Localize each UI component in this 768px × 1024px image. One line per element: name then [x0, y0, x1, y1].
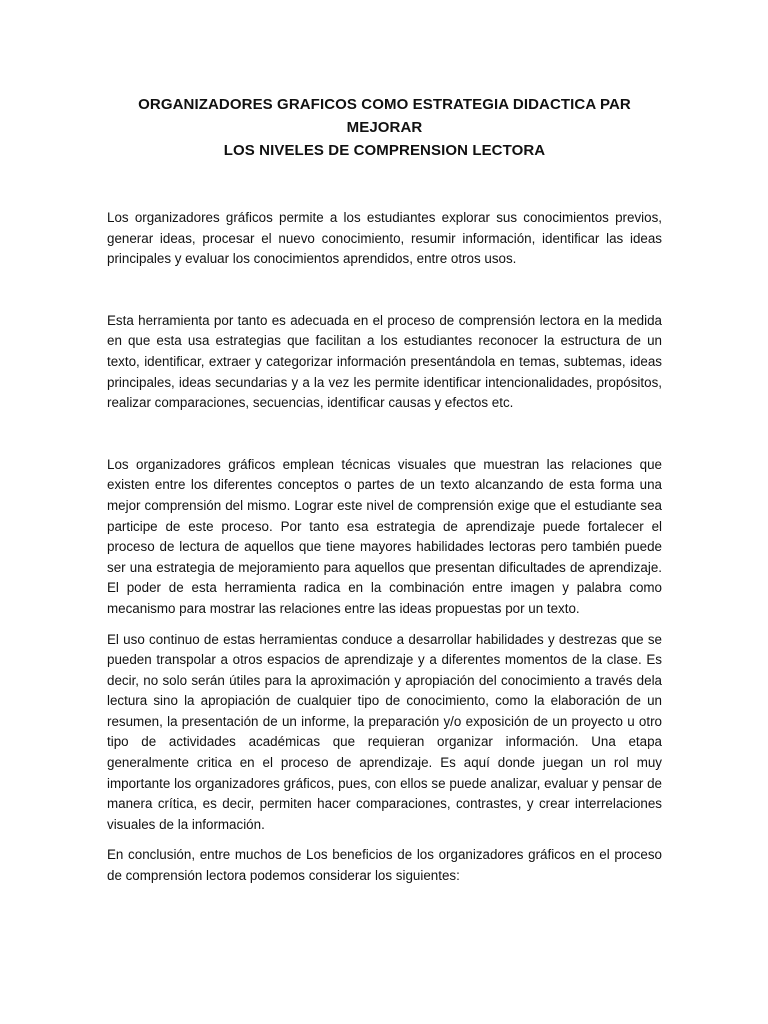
paragraph-continuous-use: El uso continuo de estas herramientas conduce a desarrollar habilidades y destrezas que se pueden transpolar a otros espacios de aprendizaje y a diferentes momentos de la clase. Es decir, no solo serán útiles para la aproximación y apropiación del conocimiento a través dela lectura sino la apropiación de cualquier tipo de conocimiento, como la elaboración de un resumen, la presentación de un informe, la preparación y/o exposición de un proyecto u otro tipo de actividades académicas que requieran organizar información. Una etapa generalmente critica en el proceso de aprendizaje. Es aquí donde juegan un rol muy importante los organizadores gráficos, pues, con ellos se puede analizar, evaluar y pensar de manera crítica, es decir, permiten hacer comparaciones, contrastes, y crear interrelaciones visuales de la información.: [107, 631, 662, 832]
title-line-1: ORGANIZADORES GRAFICOS COMO ESTRATEGIA DIDACTICA PAR MEJORAR: [138, 96, 631, 136]
paragraph-visual-techniques: Los organizadores gráficos emplean técnicas visuales que muestran las relaciones que existen entre los diferentes conceptos o partes de un texto alcanzando de esta forma una mejor comprensión del mismo. Lograr este nivel de comprensión exige que el estudiante sea participe de este proceso. Por tanto esa estrategia de aprendizaje puede fortalecer el proceso de lectura de aquellos que tiene mayores habilidades lectoras pero también puede ser una estrategia de mejoramiento para aquellos que presentan dificultades de aprendizaje. El poder de esta herramienta radica en la combinación entre imagen y palabra como mecanismo para mostrar las relaciones entre las ideas propuestas por un texto.: [107, 456, 662, 616]
document-title: [107, 93, 662, 162]
title-line-2: LOS NIVELES DE COMPRENSION LECTORA: [223, 142, 546, 159]
paragraph-intro: Los organizadores gráficos permite a los estudiantes explorar sus conocimientos previos, generar ideas, procesar el nuevo conocimiento, resumir información, identificar las ideas principales y evaluar los conocimientos aprendidos, entre otros usos.: [107, 210, 662, 267]
paragraph-conclusion: En conclusión, entre muchos de Los beneficios de los organizadores gráficos en el proceso de comprensión lectora podemos considerar los siguientes:: [107, 847, 662, 884]
paragraph-tool-adequacy: Esta herramienta por tanto es adecuada en el proceso de comprensión lectora en la medida en que esta usa estrategias que facilitan a los estudiantes reconocer la estructura de un texto, identificar, extraer y categorizar información presentándola en temas, subtemas, ideas principales, ideas secundarias y a la vez les permite identificar intencionalidades, propósitos, realizar comparaciones, secuencias, identificar causas y efectos etc.: [107, 312, 662, 411]
